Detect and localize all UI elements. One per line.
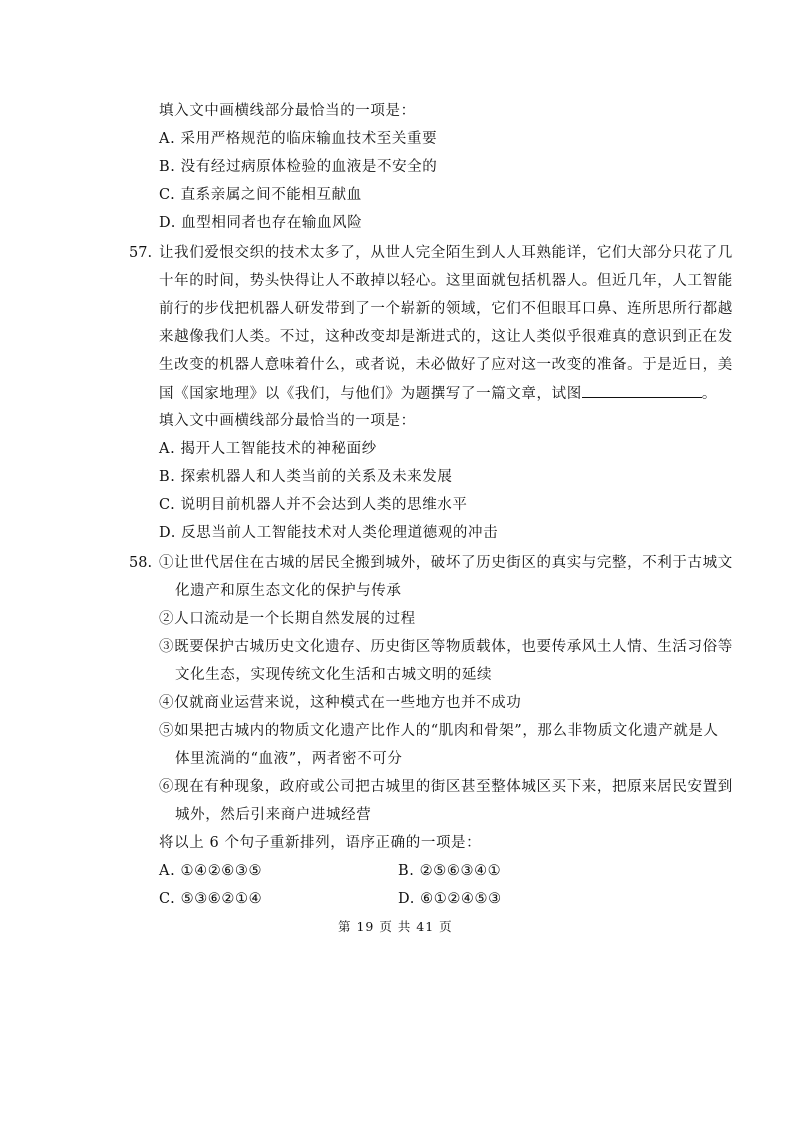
page-number-footer: 第 19 页 共 41 页: [338, 919, 453, 934]
q57-prompt: 填入文中画横线部分最恰当的一项是：: [159, 413, 416, 429]
q58-sentence-5a: ⑤如果把古城内的物质文化遗产比作人的“肌肉和骨架”，那么非物质文化遗产就是人: [159, 723, 719, 739]
q57-number: 57.: [129, 245, 153, 261]
q57-option-a: A. 揭开人工智能技术的神秘面纱: [159, 441, 377, 457]
q58-sentence-2: ②人口流动是一个长期自然发展的过程: [159, 611, 416, 627]
q58-sentence-6b: 城外，然后引来商户进城经营: [175, 807, 372, 823]
q56-option-c: C. 直系亲属之间不能相互献血: [159, 187, 362, 203]
q58-number: 58.: [129, 555, 153, 571]
q56-option-a: A. 采用严格规范的临床输血技术至关重要: [159, 131, 438, 147]
q57-line6-period: 。: [701, 386, 717, 402]
q58-option-a: A. ①④②⑥③⑤: [159, 863, 263, 879]
q58-sentence-6a: ⑥现在有种现象，政府或公司把古城里的街区甚至整体城区买下来，把原来居民安置到: [159, 779, 733, 795]
q58-sentence-3b: 文化生态，实现传统文化生活和古城文明的延续: [175, 667, 493, 683]
q57-option-d: D. 反思当前人工智能技术对人类伦理道德观的冲击: [159, 525, 499, 541]
answer-blank: [582, 383, 702, 398]
q57-passage-line-4: 来越像我们人类。不过，这种改变却是渐进式的，这让人类似乎很难真的意识到正在发: [159, 329, 733, 345]
q58-option-d: D. ⑥①②④⑤③: [398, 891, 502, 907]
q58-sentence-1b: 化遗产和原生态文化的保护与传承: [175, 583, 402, 599]
q57-passage-line-1: 让我们爱恨交织的技术太多了，从世人完全陌生到人人耳熟能详，它们大部分只花了几: [159, 245, 733, 261]
q57-passage-line-3: 前行的步伐把机器人研发带到了一个崭新的领域，它们不但眼耳口鼻、连所思所行都越: [159, 301, 733, 317]
q57-option-b: B. 探索机器人和人类当前的关系及未来发展: [159, 469, 453, 485]
q57-passage-line-2: 十年的时间，势头快得让人不敢掉以轻心。这里面就包括机器人。但近几年，人工智能: [159, 273, 733, 289]
q58-sentence-1a: ①让世代居住在古城的居民全搬到城外，破坏了历史街区的真实与完整，不利于古城文: [159, 555, 733, 571]
q58-sentence-3a: ③既要保护古城历史文化遗存、历史街区等物质载体，也要传承风土人情、生活习俗等: [159, 639, 733, 655]
q58-option-c: C. ⑤③⑥②①④: [159, 891, 263, 907]
q57-passage-line-5: 生改变的机器人意味着什么，或者说，未必做好了应对这一改变的准备。于是近日，美: [159, 357, 733, 373]
q58-sentence-5b: 体里流淌的“血液”，两者密不可分: [175, 751, 403, 767]
q58-option-b: B. ②⑤⑥③④①: [398, 863, 502, 879]
q58-prompt: 将以上 6 个句子重新排列，语序正确的一项是：: [159, 835, 482, 851]
q56-option-b: B. 没有经过病原体检验的血液是不安全的: [159, 159, 438, 175]
q56-option-d: D. 血型相同者也存在输血风险: [159, 215, 363, 231]
q57-line6-text: 国《国家地理》以《我们，与他们》为题撰写了一篇文章，试图: [159, 386, 582, 402]
q58-sentence-4: ④仅就商业运营来说，这种模式在一些地方也并不成功: [159, 695, 522, 711]
q56-prompt: 填入文中画横线部分最恰当的一项是：: [159, 103, 416, 119]
q57-passage-line-6: [159, 383, 717, 404]
q57-option-c: C. 说明目前机器人并不会达到人类的思维水平: [159, 497, 468, 513]
